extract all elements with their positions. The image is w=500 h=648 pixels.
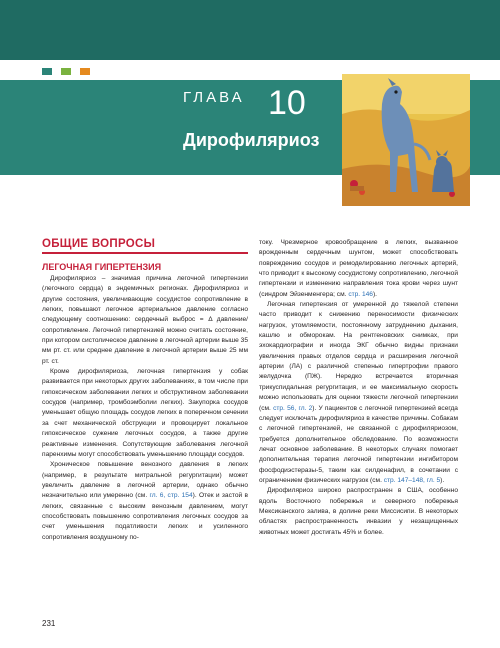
- accent-square-teal: [42, 68, 52, 75]
- accent-square-green: [61, 68, 71, 75]
- paragraph-text: ).: [440, 476, 445, 484]
- paragraph: Кроме дирофиляриоза, легочная гипертензия у собак развивается при некоторых других заболеваниях, в том числе при гипоксическом заболевании легких и обструктивном заболевании сосудов (например, тромбоэмболии легких). Закупорка сосудов уменьшает общую площадь сосудов легких в поперечном сечении за счет механической обструкции и провоцирует локальное гипоксическое сужение легочных сосудов, а также другие реактивные изменения. Сопутствующие заболевания легочной паренхимы могут способствовать уменьшению площади сосудов.: [42, 368, 248, 458]
- subsection-title: ЛЕГОЧНАЯ ГИПЕРТЕНЗИЯ: [42, 262, 162, 272]
- chapter-number: 10: [268, 84, 306, 122]
- accent-squares: [42, 68, 90, 75]
- right-text-column: [259, 238, 458, 538]
- cross-reference-link[interactable]: стр. 56, гл. 2: [273, 404, 313, 412]
- cross-reference-link[interactable]: стр. 147–148, гл. 5: [383, 476, 441, 484]
- cross-reference-link[interactable]: гл. 6, стр. 154: [149, 492, 193, 500]
- paragraph: [259, 238, 458, 300]
- accent-square-orange: [80, 68, 90, 75]
- top-header-band: [0, 0, 500, 60]
- paragraph: [259, 300, 458, 486]
- paragraph-text: ). У пациентов с легочной гипертензией всегда следует исключать дирофиляриоз в качестве причины. Собакам с легочной гипертензией, не связанной с дирофиляриозом, требуется дополнительное обследование. По возможности лечат основное заболевание. В некоторых случаях помогает дополнительная терапия легочной гипертензии ингибитором фосфодиэстеразы-5, таким как силденафил, в сочетании с ограничением физических нагрузок (см.: [259, 404, 458, 484]
- paragraph-text: ). Отек и застой в легких, связанные с высоким венозным давлением, могут способствовать повышению сопротивления легочных сосудов за счет уменьшения податливости легких и усиленного сопротивления воздушному по-: [42, 492, 249, 541]
- paragraph-text: Легочная гипертензия от умеренной до тяжелой степени часто приводит к снижению переносимости физических нагрузок, утомляемости, постоянному затруднению дыхания, кашлю и обморокам. На рентгеновских снимках, при эхокардиографии и иногда ЭКГ обычно видны признаки увеличения правых отделов сердца и расширения легочной артерии (ЛА) с различной степенью гипертрофии правого желудочка (ПЖ). Нередко встречается вторичная трикуспидальная регургитация, и ее максимальную скорость можно использовать для оценки тяжести легочной гипертензии (см.: [259, 301, 458, 412]
- chapter-word: ГЛАВА: [183, 89, 245, 106]
- paragraph-text: Хроническое повышение венозного давления в легких (например, в результате митральной регургитации) может увеличить давление в легочной артерии, однако обычно незначительно или умеренно (см.: [42, 461, 248, 500]
- cross-reference-link[interactable]: стр. 146: [348, 290, 373, 298]
- page-number: 231: [42, 619, 56, 628]
- chapter-title: Дирофиляриоз: [183, 130, 320, 150]
- chapter-illustration: [342, 74, 470, 206]
- paragraph: Дирофиляриоз – значимая причина легочной гипертензии (легочного сердца) в эндемичных регионах. Дирофиляриоз и другие состояния, увеличивающие сосудистое сопротивление в легких, повышают легочное артериальное давление согласно следующему соотношению: сердечный выброс = Δ давление/сопротивление. Легочной гипертензией можно считать состояние, при котором систолическое давление в легочной артерии выше 35 мм рт. ст. или среднее давление в легочной артерии выше 25 мм рт. ст.: [42, 275, 248, 365]
- left-text-column: [42, 274, 248, 543]
- paragraph: Дирофиляриоз широко распространен в США, особенно вдоль Восточного побережья и северного побережья Мексиканского залива, в долине реки Миссисипи. В некоторых областях распространенность инвазии у незащищенных животных может достигать 45% и более.: [259, 487, 458, 536]
- section-divider: [42, 252, 248, 254]
- paragraph-text: ).: [372, 290, 377, 298]
- section-title: ОБЩИЕ ВОПРОСЫ: [42, 238, 156, 250]
- paragraph-text: току. Чрезмерное кровообращение в легких, вызванное врожденным сердечным шунтом, может способствовать повреждению сосудов и ремоделированию легочных артерий, что приводит к высокому сосудистому сопротивлению, легочной гипертензии и изменению направления тока крови через шунт (синдром Эйзенменгера; см.: [259, 239, 458, 298]
- paragraph: [42, 460, 248, 543]
